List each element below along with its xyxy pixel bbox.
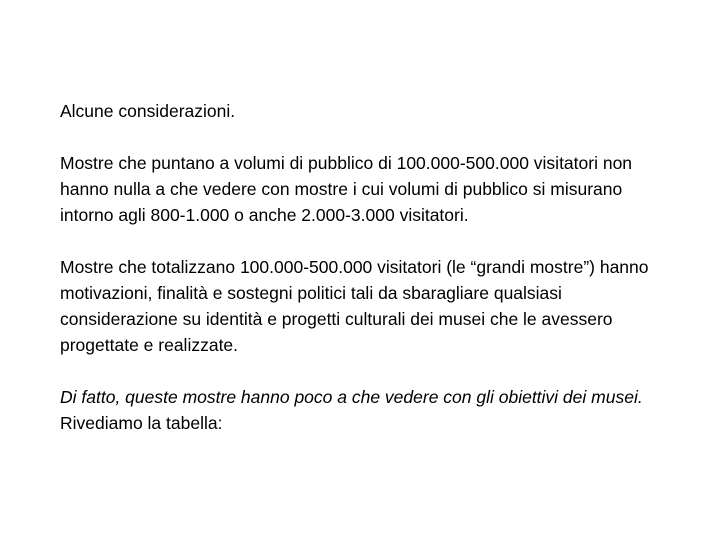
slide-text-block	[60, 98, 660, 436]
paragraph-grandi-mostre: Mostre che totalizzano 100.000-500.000 visitatori (le “grandi mostre”) hanno motivazioni, finalità e sostegni politici tali da sbaragliare qualsiasi considerazione su identità e progetti culturali dei musei che le avessero progettate e realizzate.	[60, 257, 649, 355]
slide-heading: Alcune considerazioni.	[60, 101, 236, 121]
paragraph-visitor-volumes: Mostre che puntano a volumi di pubblico di 100.000-500.000 visitatori non hanno nulla a che vedere con mostre i cui volumi di pubblico si misurano intorno agli 800-1.000 o anche 2.000-3.000 visitatori.	[60, 153, 633, 225]
conclusion-tail-text: Rivediamo la tabella:	[60, 413, 223, 433]
paragraph-conclusion	[60, 384, 660, 436]
conclusion-italic-text: Di fatto, queste mostre hanno poco a che vedere con gli obiettivi dei musei.	[60, 387, 643, 407]
